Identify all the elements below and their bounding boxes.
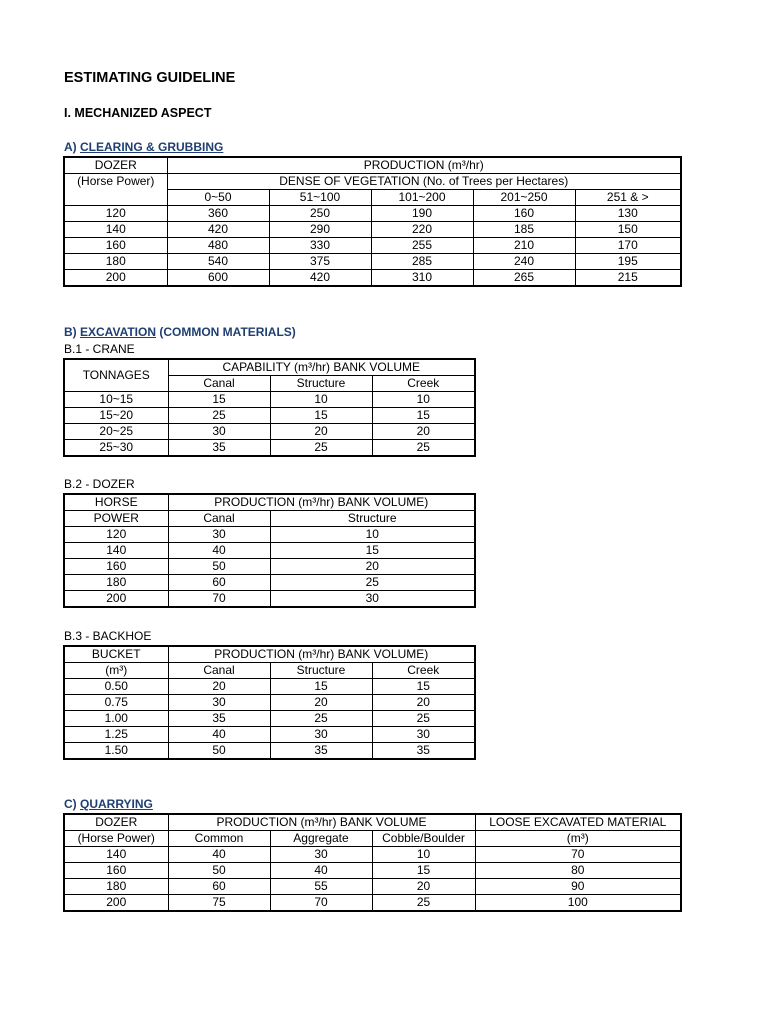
table-cell: 210 [473,238,575,254]
column-header: Cobble/Boulder [372,831,475,847]
column-header: 251 & > [575,190,681,206]
table-cell: 30 [270,847,372,863]
table-cell: 50 [168,863,270,879]
table-cell: 140 [64,222,167,238]
table-cell: 35 [168,440,270,457]
table-cell: 15~20 [64,408,168,424]
table-cell: 200 [64,270,167,287]
quarrying-table [63,813,682,912]
section-a-prefix: A) [64,140,80,154]
table-header-row [64,511,475,527]
table-cell: 420 [167,222,269,238]
production-header: PRODUCTION (m³/hr) BANK VOLUME) [168,494,475,511]
column-header: Structure [270,663,372,679]
table-cell: 15 [168,392,270,408]
column-header: Structure [270,376,372,392]
table-cell: 170 [575,238,681,254]
crane-table [63,358,476,457]
table-cell: 35 [270,743,372,760]
table-cell: 20 [372,695,475,711]
table-row [64,238,681,254]
table-row [64,743,475,760]
tonnages-header: TONNAGES [64,359,168,392]
table-cell: 330 [269,238,371,254]
table-cell: 160 [64,238,167,254]
table-row [64,270,681,287]
column-header: Canal [168,511,270,527]
table-row [64,591,475,608]
table-cell: 10 [372,392,475,408]
column-header: 201~250 [473,190,575,206]
table-cell: 265 [473,270,575,287]
column-header: 0~50 [167,190,269,206]
table-row [64,559,475,575]
table-cell: 0.75 [64,695,168,711]
horse-header-line1: HORSE [64,494,168,511]
table-cell: 1.25 [64,727,168,743]
table-cell: 25 [168,408,270,424]
table-cell: 15 [372,863,475,879]
column-header: Creek [372,376,475,392]
section-c-prefix: C) [64,797,80,811]
table-cell: 35 [168,711,270,727]
table-row [64,222,681,238]
production-header: PRODUCTION (m³/hr) [167,157,681,174]
table-cell: 1.00 [64,711,168,727]
table-cell: 80 [475,863,681,879]
table-cell: 285 [371,254,473,270]
table-cell: 15 [270,543,475,559]
table-cell: 30 [270,591,475,608]
table-cell: 30 [168,695,270,711]
table-cell: 130 [575,206,681,222]
table-cell: 25 [270,711,372,727]
table-cell: 120 [64,206,167,222]
table-row [64,575,475,591]
section-c-name: QUARRYING [80,797,153,811]
table-cell: 195 [575,254,681,270]
table-cell: 20 [270,559,475,575]
table-cell: 25 [372,440,475,457]
production-header: PRODUCTION (m³/hr) BANK VOLUME [168,814,475,831]
b3-label: B.3 - BACKHOE [64,629,152,643]
backhoe-table [63,645,476,760]
loose-material-header-line1: LOOSE EXCAVATED MATERIAL [475,814,681,831]
table-cell: 160 [64,559,168,575]
section-b-name: EXCAVATION [80,325,157,339]
table-cell: 120 [64,527,168,543]
dozer-table [63,493,476,608]
table-cell: 150 [575,222,681,238]
table-cell: 180 [64,879,168,895]
column-header: Structure [270,511,475,527]
table-cell: 20~25 [64,424,168,440]
table-cell: 20 [168,679,270,695]
table-cell: 60 [168,575,270,591]
table-cell: 35 [372,743,475,760]
clearing-grubbing-table [63,156,682,287]
table-cell: 185 [473,222,575,238]
table-row [64,527,475,543]
column-header: Creek [372,663,475,679]
dozer-header-line2: (Horse Power) [64,174,167,206]
table-cell: 10 [270,527,475,543]
table-cell: 25 [270,575,475,591]
table-cell: 30 [372,727,475,743]
table-cell: 375 [269,254,371,270]
power-header-line2: POWER [64,511,168,527]
table-cell: 40 [168,543,270,559]
table-cell: 40 [168,847,270,863]
section-a-heading [64,140,223,154]
table-cell: 70 [475,847,681,863]
table-cell: 15 [270,679,372,695]
table-cell: 20 [372,424,475,440]
table-cell: 15 [372,679,475,695]
table-cell: 90 [475,879,681,895]
table-row [64,254,681,270]
column-header: Canal [168,663,270,679]
column-header: Common [168,831,270,847]
table-row [64,679,475,695]
document-subtitle: I. MECHANIZED ASPECT [64,106,212,120]
table-cell: 200 [64,591,168,608]
table-cell: 250 [269,206,371,222]
table-cell: 420 [269,270,371,287]
table-cell: 240 [473,254,575,270]
table-cell: 360 [167,206,269,222]
table-header-row [64,831,681,847]
table-cell: 100 [475,895,681,912]
table-cell: 30 [270,727,372,743]
table-cell: 25 [372,895,475,912]
table-cell: 60 [168,879,270,895]
table-row [64,727,475,743]
table-cell: 180 [64,254,167,270]
table-cell: 70 [270,895,372,912]
table-cell: 75 [168,895,270,912]
capability-header: CAPABILITY (m³/hr) BANK VOLUME [168,359,475,376]
table-row [64,543,475,559]
table-cell: 310 [371,270,473,287]
dozer-header-line1: DOZER [64,814,168,831]
table-cell: 220 [371,222,473,238]
table-cell: 25 [372,711,475,727]
section-b-heading [64,325,296,339]
table-row [64,895,681,912]
table-row [64,847,681,863]
b1-label: B.1 - CRANE [64,342,135,356]
table-cell: 15 [270,408,372,424]
column-header: Canal [168,376,270,392]
section-a-name: CLEARING & GRUBBING [80,140,224,154]
table-cell: 1.50 [64,743,168,760]
b2-label: B.2 - DOZER [64,477,135,491]
column-header: 101~200 [371,190,473,206]
section-b-prefix: B) [64,325,80,339]
table-row [64,392,475,408]
table-row [64,695,475,711]
table-header-row [64,663,475,679]
table-cell: 600 [167,270,269,287]
table-cell: 290 [269,222,371,238]
table-row [64,408,475,424]
table-cell: 15 [372,408,475,424]
table-cell: 190 [371,206,473,222]
table-row [64,863,681,879]
table-row [64,206,681,222]
section-c-heading [64,797,153,811]
table-cell: 140 [64,847,168,863]
table-cell: 480 [167,238,269,254]
table-cell: 140 [64,543,168,559]
table-cell: 40 [270,863,372,879]
table-cell: 50 [168,559,270,575]
section-b-suffix: (COMMON MATERIALS) [156,325,296,339]
table-cell: 255 [371,238,473,254]
table-cell: 200 [64,895,168,912]
vegetation-header: DENSE OF VEGETATION (No. of Trees per Hectares) [167,174,681,190]
table-cell: 20 [372,879,475,895]
table-cell: 50 [168,743,270,760]
table-cell: 40 [168,727,270,743]
table-cell: 70 [168,591,270,608]
column-header: 51~100 [269,190,371,206]
bucket-header-line2: (m³) [64,663,168,679]
table-cell: 10~15 [64,392,168,408]
production-header: PRODUCTION (m³/hr) BANK VOLUME) [168,646,475,663]
loose-material-header-line2: (m³) [475,831,681,847]
bucket-header-line1: BUCKET [64,646,168,663]
table-cell: 0.50 [64,679,168,695]
document-title: ESTIMATING GUIDELINE [64,70,236,86]
table-cell: 25 [270,440,372,457]
table-cell: 215 [575,270,681,287]
dozer-header-line1: DOZER [64,157,167,174]
table-row [64,440,475,457]
table-cell: 160 [473,206,575,222]
dozer-header-line2: (Horse Power) [64,831,168,847]
table-cell: 20 [270,424,372,440]
table-cell: 540 [167,254,269,270]
table-cell: 160 [64,863,168,879]
table-cell: 10 [372,847,475,863]
table-cell: 10 [270,392,372,408]
table-row [64,711,475,727]
table-row [64,879,681,895]
table-cell: 30 [168,527,270,543]
table-row [64,424,475,440]
table-cell: 20 [270,695,372,711]
table-cell: 30 [168,424,270,440]
table-cell: 55 [270,879,372,895]
column-header: Aggregate [270,831,372,847]
table-cell: 180 [64,575,168,591]
table-cell: 25~30 [64,440,168,457]
